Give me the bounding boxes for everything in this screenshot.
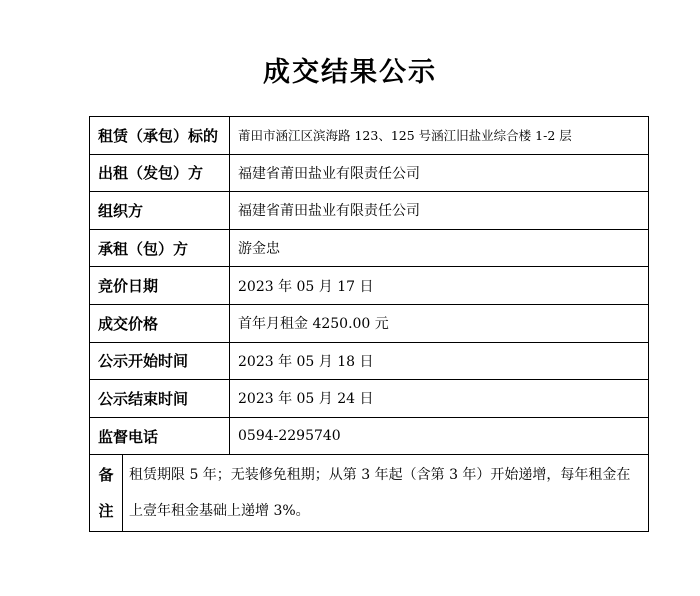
row-label-organizer: 组织方 <box>90 192 230 230</box>
note-text: 租赁期限 5 年；无装修免租期；从第 3 年起（含第 3 年）开始递增，每年租金在上壹年租金基础上递增 3%。 <box>123 455 649 532</box>
row-value-phone: 0594-2295740 <box>230 417 649 455</box>
table-row <box>90 342 649 380</box>
row-value-price: 首年月租金 4250.00 元 <box>230 304 649 342</box>
table-row <box>90 154 649 192</box>
row-label-lessee: 承租（包）方 <box>90 229 230 267</box>
row-label-phone: 监督电话 <box>90 417 230 455</box>
result-table <box>89 116 649 532</box>
note-label-char-2: 注 <box>98 502 114 521</box>
table-row <box>90 192 649 230</box>
table-row <box>90 267 649 305</box>
row-label-end: 公示结束时间 <box>90 380 230 418</box>
page-title: 成交结果公示 <box>263 57 437 88</box>
table-row <box>90 117 649 155</box>
table-row <box>90 304 649 342</box>
note-label-char-1: 备 <box>98 466 114 485</box>
row-value-start: 2023 年 05 月 18 日 <box>230 342 649 380</box>
note-label <box>90 455 123 532</box>
row-value-organizer: 福建省莆田盐业有限责任公司 <box>230 192 649 230</box>
row-label-bid-date: 竞价日期 <box>90 267 230 305</box>
note-row <box>90 455 649 532</box>
row-value-lessor: 福建省莆田盐业有限责任公司 <box>230 154 649 192</box>
row-label-subject: 租赁（承包）标的 <box>90 117 230 155</box>
table-row <box>90 380 649 418</box>
row-value-end: 2023 年 05 月 24 日 <box>230 380 649 418</box>
row-value-lessee: 游金忠 <box>230 229 649 267</box>
row-value-subject: 莆田市涵江区滨海路 123、125 号涵江旧盐业综合楼 1-2 层 <box>230 117 649 155</box>
table-row <box>90 229 649 267</box>
row-label-lessor: 出租（发包）方 <box>90 154 230 192</box>
row-label-price: 成交价格 <box>90 304 230 342</box>
table-row <box>90 417 649 455</box>
row-label-start: 公示开始时间 <box>90 342 230 380</box>
row-value-bid-date: 2023 年 05 月 17 日 <box>230 267 649 305</box>
